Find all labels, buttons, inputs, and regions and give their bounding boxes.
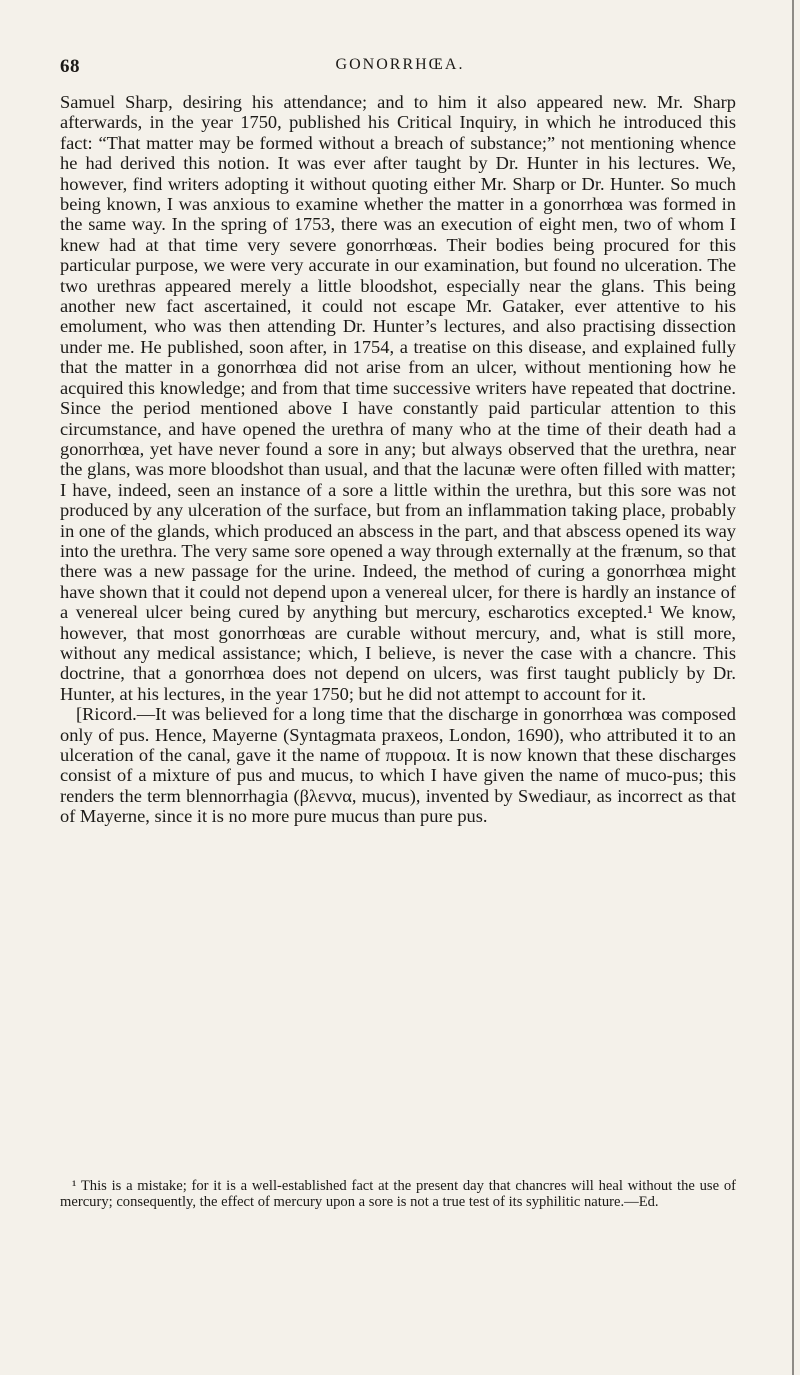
page-number: 68 (60, 56, 80, 77)
paragraph-1: Samuel Sharp, desiring his attendance; and to him it also appeared new. Mr. Sharp afterwards, in the year 1750, published his Critical Inquiry, in which he introduced this fact: “That matter may be formed without a breach of substance;” not mentioning whence he had derived this notion. It was ever after taught by Dr. Hunter in his lectures. We, however, find writers adopting it without quoting either Mr. Sharp or Dr. Hunter. So much being known, I was anxious to examine whether the matter in a gonorrhœa was formed in the same way. In the spring of 1753, there was an execution of eight men, two of whom I knew had at that time very severe gonorrhœas. Their bodies being procured for this particular purpose, we were very accurate in our examination, but found no ulceration. The two urethras appeared merely a little bloodshot, especially near the glans. This being another new fact ascertained, it could not escape Mr. Gataker, ever attentive to his emolument, who was then attending Dr. Hunter’s lectures, and also practising dissection under me. He published, soon after, in 1754, a treatise on this disease, and explained fully that the matter in a gonorrhœa did not arise from an ulcer, without mentioning how he acquired this knowledge; and from that time successive writers have repeated that doctrine. Since the period mentioned above I have constantly paid particular attention to this circumstance, and have opened the urethra of many who at the time of their death had a gonorrhœa, yet have never found a sore in any; but always observed that the urethra, near the glans, was more bloodshot than usual, and that the lacunæ were often filled with matter; I have, indeed, seen an instance of a sore a little within the urethra, but this sore was not produced by any ulceration of the surface, but from an inflammation taking place, probably in one of the glands, which produced an abscess in the part, and that abscess opened its way into the urethra. The very same sore opened a way through externally at the frænum, so that there was a new passage for the urine. Indeed, the method of curing a gonorrhœa might have shown that it could not depend upon a venereal ulcer, for there is hardly an instance of a venereal ulcer being cured by anything but mercury, escharotics excepted.¹ We know, however, that most gonorrhœas are curable without mercury, and, what is still more, without any medical assistance; which, I believe, is never the case with a chancre. This doctrine, that a gonorrhœa does not depend on ulcers, was first taught publicly by Dr. Hunter, at his lectures, in the year 1750; but he did not attempt to account for it. (60, 92, 736, 704)
paragraph-2-ricord: [Ricord.—It was believed for a long time that the discharge in gonorrhœa was composed only of pus. Hence, Mayerne (Syntagmata praxeos, London, 1690), who attributed it to an ulceration of the canal, gave it the name of πυρροια. It is now known that these discharges consist of a mixture of pus and mucus, to which I have given the name of muco-pus; this renders the term blennorrhagia (βλεννα, mucus), invented by Swediaur, as incorrect as that of Mayerne, since it is no more pure mucus than pure pus. (60, 704, 736, 827)
footnote-text: ¹ This is a mistake; for it is a well-established fact at the present day that chancres will heal without the use of mercury; consequently, the effect of mercury upon a sore is not a true test of its syphilitic nature.—Ed. (60, 1178, 736, 1210)
running-head: GONORRHŒA. (335, 56, 465, 73)
footnote (60, 1178, 736, 1210)
page-edge-shadow (792, 0, 794, 1375)
body-text (60, 92, 736, 827)
page-header (60, 56, 740, 82)
